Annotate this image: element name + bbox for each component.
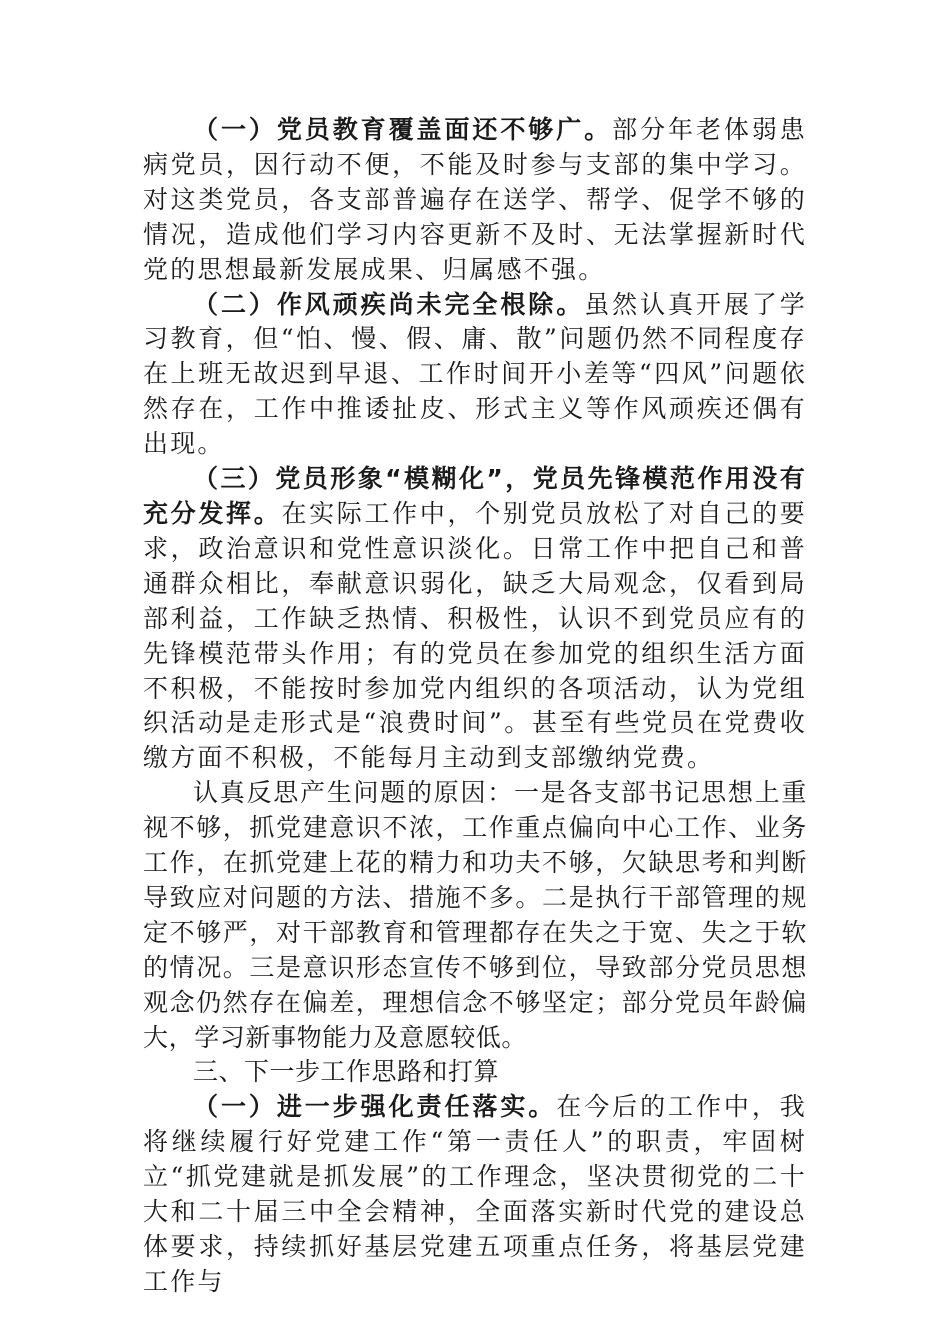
paragraph-text: 在实际工作中，个别党员放松了对自己的要求，政治意识和党性意识淡化。日常工作中把自己和普通群众相比，奉献意识弱化，缺乏大局观念，仅看到局部利益，工作缺乏热情、积极性，认识不到党员应有的先锋模范带头作用；有的党员在参加党的组织生活方面不积极，不能按时参加党内组织的各项活动，认为党组织活动是走形式是“浪费时间”。甚至有些党员在党费收缴方面不积极，不能每月主动到支部缴纳党费。 <box>143 498 807 773</box>
paragraph-text: 部分年老体弱患病党员，因行动不便，不能及时参与支部的集中学习。对这类党员，各支部普遍存在送学、帮学、促学不够的情况，造成他们学习内容更新不及时、无法掌握新时代党的思想最新发展成果、归属感不强。 <box>143 115 807 284</box>
paragraph-party-image <box>143 462 807 776</box>
section-heading: 三、下一步工作思路和打算 <box>193 1057 500 1087</box>
paragraph-heading: （一）党员教育覆盖面还不够广。 <box>193 115 613 144</box>
paragraph-responsibility <box>143 1090 807 1299</box>
paragraph-work-style <box>143 288 807 463</box>
paragraph-text: 在今后的工作中，我将继续履行好党建工作“第一责任人”的职责，牢固树立“抓党建就是抓发展”的工作理念，坚决贯彻党的二十大和二十届三中全会精神，全面落实新时代党的建设总体要求，持续抓好基层党建五项重点任务，将基层党建工作与 <box>143 1092 807 1296</box>
paragraph-party-education <box>143 113 807 288</box>
document-body <box>143 113 807 1300</box>
paragraph-heading: （二）作风顽疾尚未完全根除。 <box>193 289 585 319</box>
paragraph-text: 虽然认真开展了学习教育，但“怕、慢、假、庸、散”问题仍然不同程度存在上班无故迟到早退、工作时间开小差等“四风”问题依然存在，工作中推诿扯皮、形式主义等作风顽疾还偶有出现。 <box>143 289 807 459</box>
paragraph-root-causes <box>143 776 807 1055</box>
paragraph-text: 认真反思产生问题的原因：一是各支部书记思想上重视不够，抓党建意识不浓，工作重点偏向中心工作、业务工作，在抓党建上花的精力和功夫不够，欠缺思考和判断导致应对问题的方法、措施不多。二是执行干部管理的规定不够严，对干部教育和管理都存在失之于宽、失之于软的情况。三是意识形态宣传不够到位，导致部分党员思想观念仍然存在偏差，理想信念不够坚定；部分党员年龄偏大，学习新事物能力及意愿较低。 <box>143 778 807 1052</box>
paragraph-heading: （三）党员形象“模糊化”，党员先锋模范作用没有充分发挥。 <box>143 464 807 528</box>
paragraph-heading: （一）进一步强化责任落实。 <box>193 1092 557 1122</box>
